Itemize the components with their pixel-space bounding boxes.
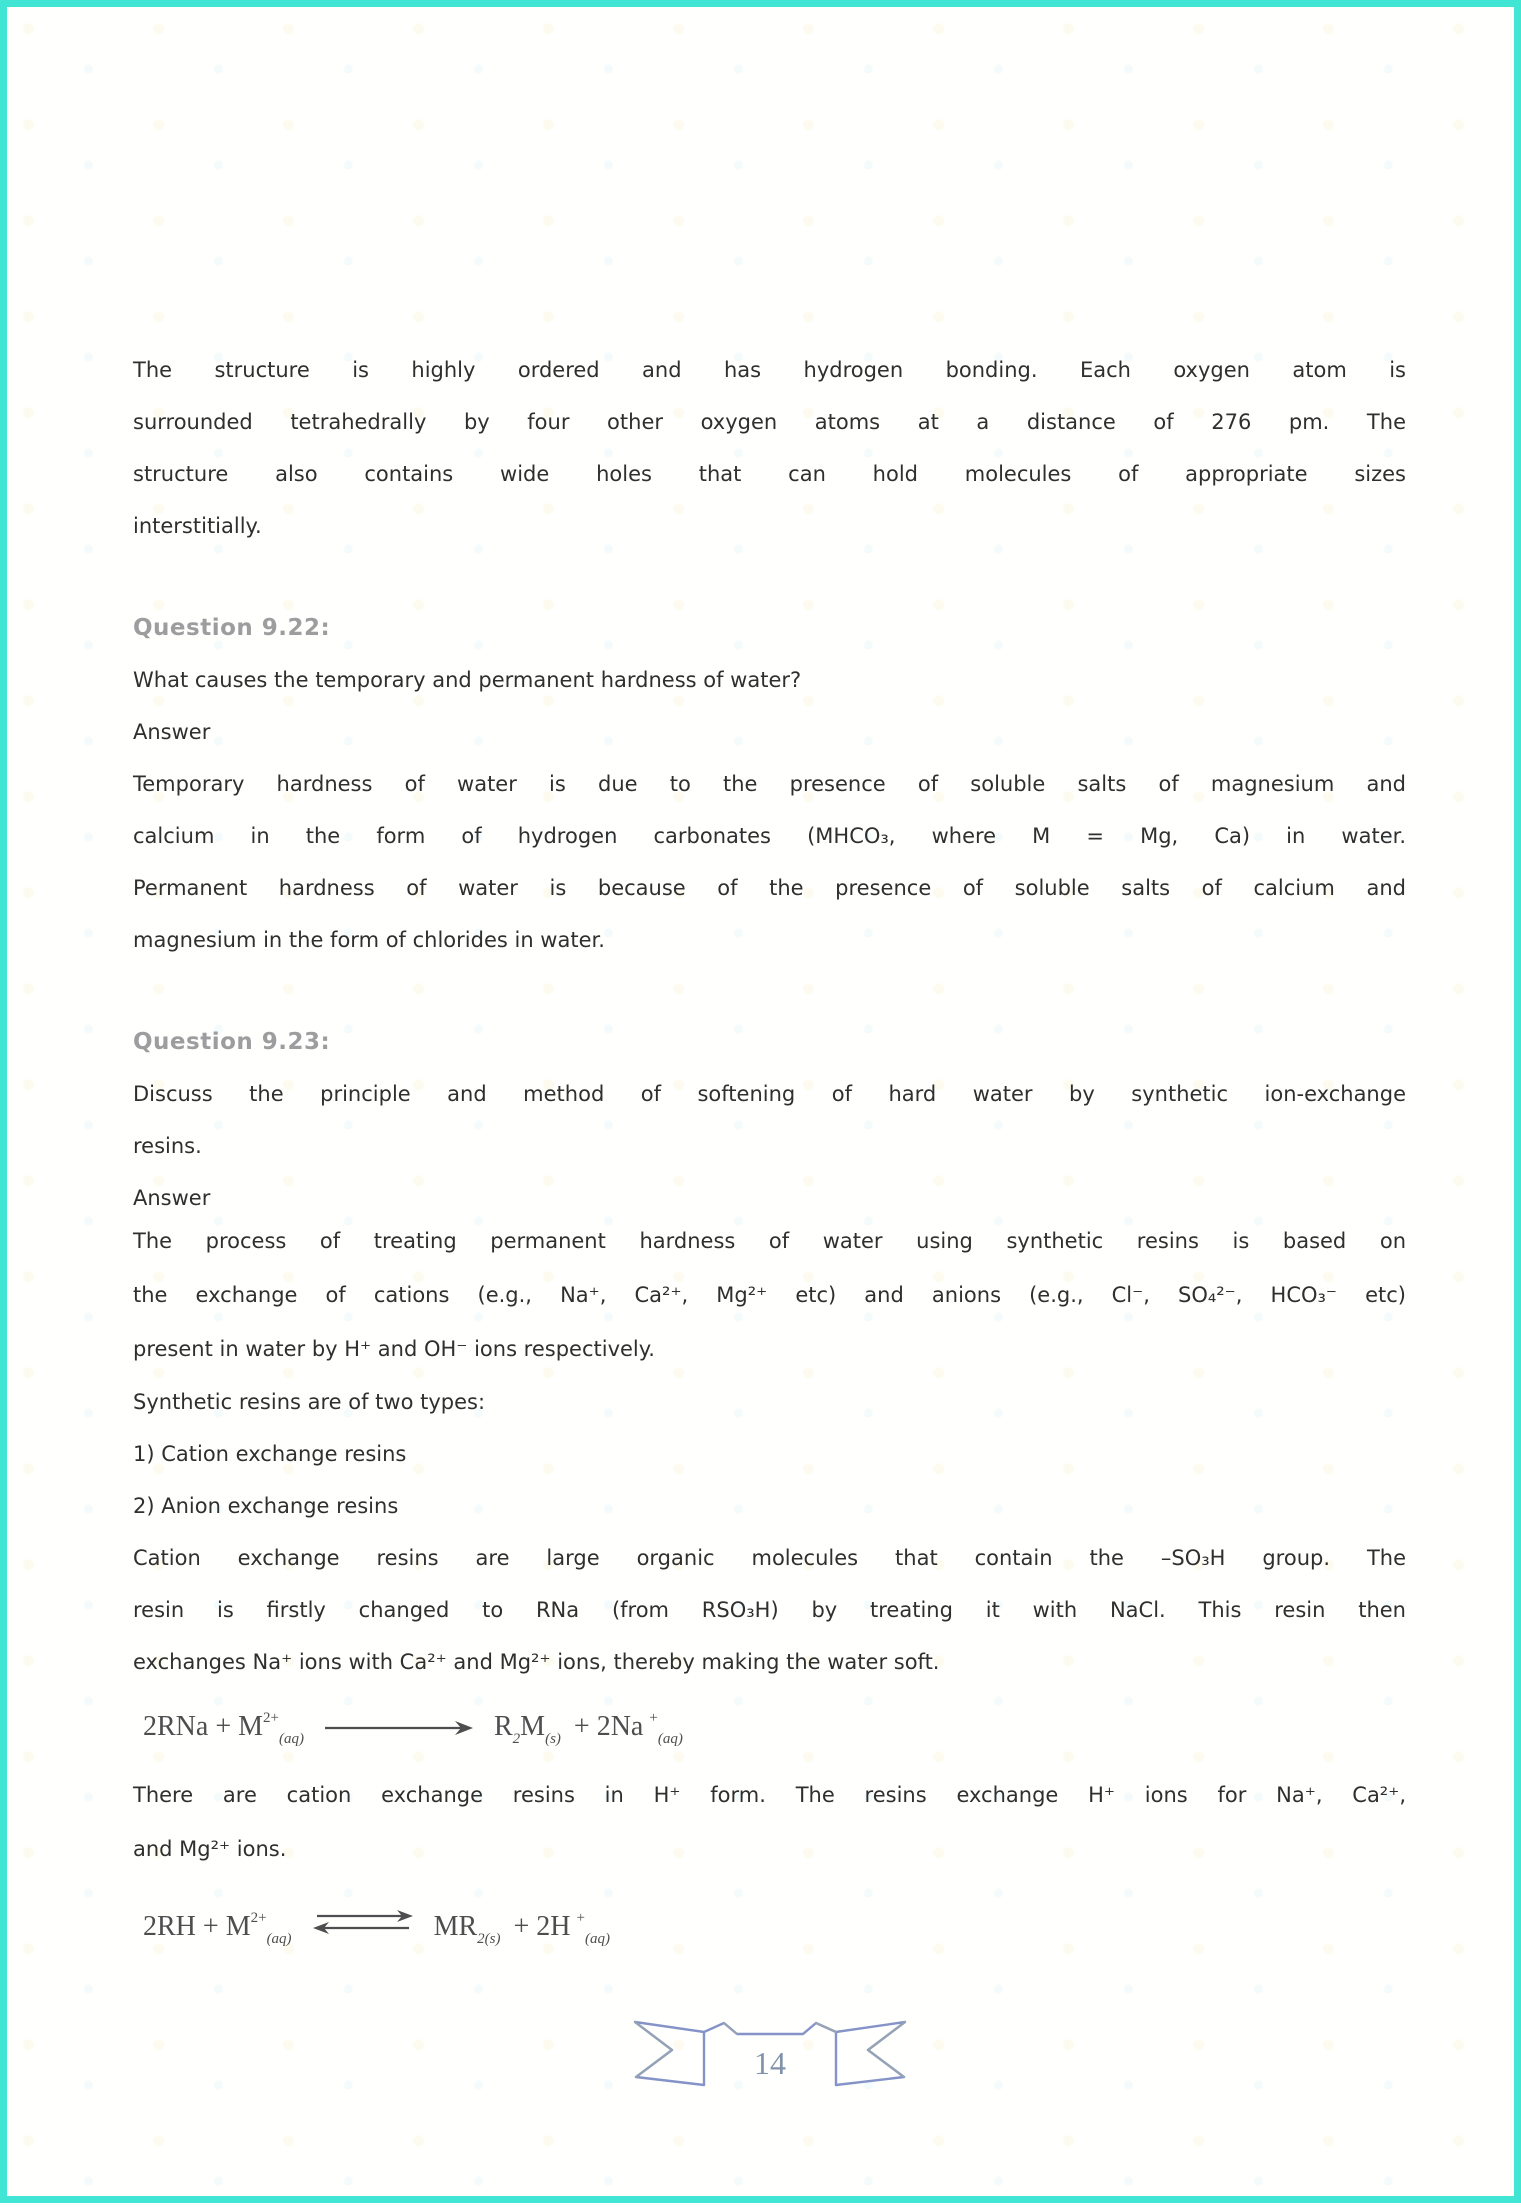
equation-term: R	[493, 1711, 513, 1742]
equation-subscript: (aq)	[278, 1730, 304, 1747]
equation-subscript: (aq)	[266, 1930, 292, 1947]
equation-term: 2RH + M	[143, 1911, 251, 1942]
text-line: interstitially.	[133, 514, 262, 538]
text-line: The structure is highly ordered and has hydrogen bonding. Each oxygen atom is	[133, 358, 1406, 382]
equation-subscript: 2(s)	[477, 1930, 501, 1947]
text-line: The process of treating permanent hardness of water using synthetic resins is based on	[133, 1229, 1406, 1253]
question-9-23-text	[133, 1068, 1406, 1172]
text-line: and Mg²⁺ ions.	[133, 1837, 287, 1861]
text-line: the exchange of cations (e.g., Na⁺, Ca²⁺, Mg²⁺ etc) and anions (e.g., Cl⁻, SO₄²⁻, HCO₃⁻ etc)	[133, 1283, 1406, 1307]
text-line: present in water by H⁺ and OH⁻ ions respectively.	[133, 1337, 655, 1361]
question-9-22-heading: Question 9.22:	[133, 615, 331, 641]
resin-type-1: 1) Cation exchange resins	[133, 1442, 407, 1466]
equation-term: + 2H	[513, 1911, 571, 1942]
equation-term: M	[520, 1711, 546, 1742]
equilibrium-arrow-icon	[311, 1907, 415, 1937]
q22-answer-label: Answer	[133, 720, 211, 744]
q23-process-paragraph	[133, 1214, 1406, 1376]
text-line: There are cation exchange resins in H⁺ form. The resins exchange H⁺ ions for Na⁺, Ca²⁺,	[133, 1783, 1406, 1807]
q22-answer-paragraph	[133, 758, 1406, 966]
text-line: surrounded tetrahedrally by four other oxygen atoms at a distance of 276 pm. The	[133, 410, 1406, 434]
intro-paragraph	[133, 344, 1406, 552]
page-content	[133, 344, 1406, 2094]
equation-cation-exchange	[133, 1694, 1406, 1764]
resin-types-intro: Synthetic resins are of two types:	[133, 1390, 486, 1414]
text-line: Permanent hardness of water is because of the presence of soluble salts of calcium and	[133, 876, 1406, 900]
cation-resin-paragraph	[133, 1532, 1406, 1688]
text-line: resin is firstly changed to RNa (from RSO₃H) by treating it with NaCl. This resin then	[133, 1598, 1406, 1622]
equation-subscript: (s)	[545, 1730, 561, 1747]
resin-type-2: 2) Anion exchange resins	[133, 1494, 399, 1518]
equation-superscript: 2+	[250, 1910, 267, 1927]
text-line: exchanges Na⁺ ions with Ca²⁺ and Mg²⁺ ions, thereby making the water soft.	[133, 1650, 940, 1674]
equation-superscript: +	[649, 1710, 658, 1727]
question-9-23-heading: Question 9.23:	[133, 1029, 331, 1055]
text-line: resins.	[133, 1134, 202, 1158]
page-number: 14	[753, 2045, 786, 2081]
equation-subscript: (aq)	[657, 1730, 683, 1747]
page-footer	[620, 2010, 920, 2094]
equation-subscript: 2	[512, 1730, 521, 1747]
q23-answer-label: Answer	[133, 1186, 211, 1210]
equation-superscript: 2+	[263, 1710, 279, 1727]
text-line: calcium in the form of hydrogen carbonates (MHCO₃, where M = Mg, Ca) in water.	[133, 824, 1406, 848]
page-number-ribbon-icon	[620, 2010, 920, 2094]
equation-term: 2RNa + M	[143, 1711, 264, 1742]
equation-subscript: (aq)	[584, 1930, 610, 1947]
equation-superscript: +	[576, 1910, 585, 1927]
equation-term: + 2Na	[573, 1711, 644, 1742]
text-line: structure also contains wide holes that can hold molecules of appropriate sizes	[133, 462, 1406, 486]
text-line: Temporary hardness of water is due to the presence of soluble salts of magnesium and	[133, 772, 1406, 796]
question-9-22-text: What causes the temporary and permanent hardness of water?	[133, 668, 802, 692]
text-line: magnesium in the form of chlorides in water.	[133, 928, 605, 952]
text-line: Discuss the principle and method of softening of hard water by synthetic ion-exchange	[133, 1082, 1406, 1106]
equation-h-exchange	[133, 1894, 1406, 1964]
text-line: Cation exchange resins are large organic molecules that contain the –SO₃H group. The	[133, 1546, 1406, 1570]
equation-term: MR	[433, 1911, 478, 1942]
h-form-paragraph	[133, 1768, 1406, 1876]
right-arrow-icon	[323, 1719, 475, 1737]
